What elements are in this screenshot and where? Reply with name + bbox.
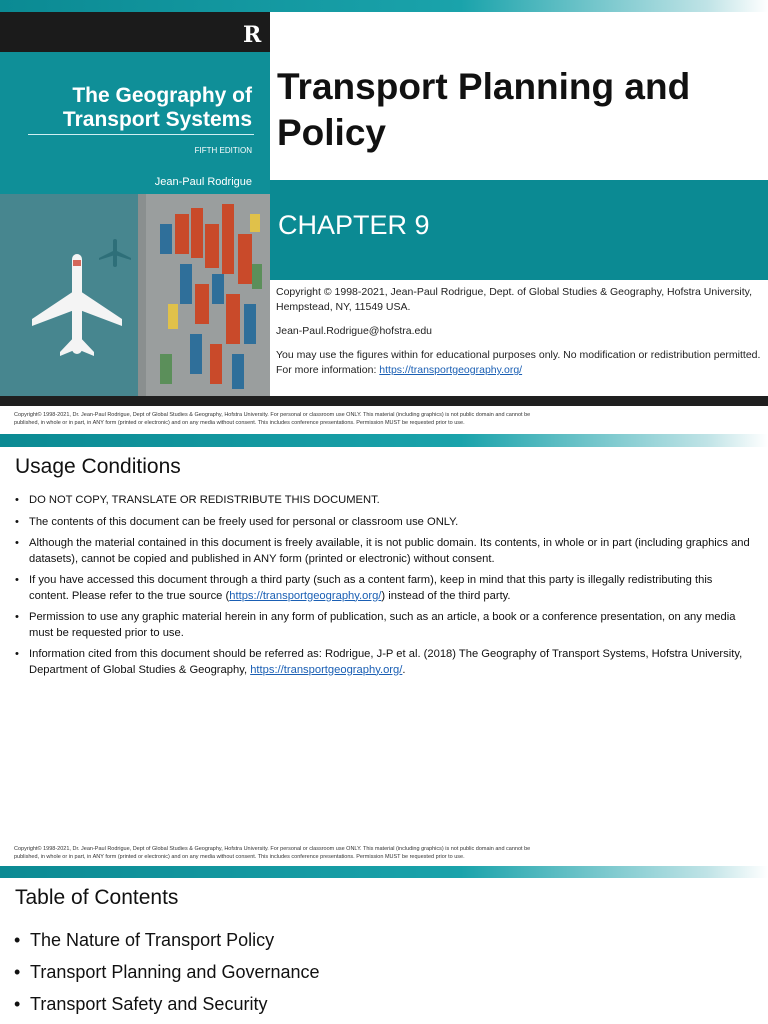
list-item: • DO NOT COPY, TRANSLATE OR REDISTRIBUTE THIS DOCUMENT. bbox=[14, 493, 754, 509]
citation-link[interactable]: https://transportgeography.org/ bbox=[250, 663, 403, 676]
book-title-rule bbox=[28, 134, 254, 135]
list-item: • If you have accessed this document through a third party (such as a content farm), keep in mind that this party is illegally redistributing this content. Please refer to the true source (https://transportgeography.org/) instead of the third party. bbox=[14, 573, 754, 604]
slide1-bottom-bar bbox=[0, 396, 768, 406]
book-cover bbox=[0, 12, 270, 396]
author-email: Jean-Paul.Rodrigue@hofstra.edu bbox=[276, 325, 433, 337]
top-gradient-band bbox=[0, 0, 768, 12]
usage-list bbox=[14, 493, 754, 684]
publisher-logo: R bbox=[243, 22, 262, 48]
list-item: • Although the material contained in this document is freely available, it is not public domain. Its contents, in whole or in part (including graphics and datasets), cannot be copied and published in ANY form (printed or electronic) without consent. bbox=[14, 536, 754, 567]
footer-note-2: Copyright© 1998-2021, Dr. Jean-Paul Rodrigue, Dept of Global Studies & Geography, Hofstra University. For personal or classroom use ONLY. This material (including graphics) is not public domain and cannot be published, in whole or in part, in ANY form (printed or electronic) and on any media without consent. This includes conference presentations. Permission MUST be requested prior to use. bbox=[14, 846, 531, 860]
toc-heading: Table of Contents bbox=[15, 886, 179, 909]
more-info-link[interactable]: https://transportgeography.org/ bbox=[379, 364, 523, 376]
book-edition: FIFTH EDITION bbox=[194, 146, 252, 155]
list-item: • Information cited from this document should be referred as: Rodrigue, J-P et al. (2018) The Geography of Transport Systems, Hofstra University, Department of Global Studies & Geography, https://transportgeography.org/. bbox=[14, 647, 754, 678]
more-info-prefix: For more information: bbox=[276, 364, 380, 376]
slide-title: Transport Planning and Policy bbox=[277, 66, 691, 153]
copyright-block bbox=[276, 285, 762, 378]
chapter-label: CHAPTER 9 bbox=[278, 210, 430, 240]
list-item: • The contents of this document can be freely used for personal or classroom use ONLY. bbox=[14, 515, 754, 531]
book-author: Jean-Paul Rodrigue bbox=[154, 176, 252, 188]
book-title: The Geography of Transport Systems bbox=[62, 84, 252, 131]
cover-photo bbox=[0, 194, 270, 396]
toc-item[interactable]: • Transport Safety and Security bbox=[14, 988, 320, 1020]
port-aerial-image bbox=[0, 194, 270, 396]
footer-note: Copyright© 1998-2021, Dr. Jean-Paul Rodrigue, Dept of Global Studies & Geography, Hofstra University. For personal or classroom use ONLY. This material (including graphics) is not public domain and cannot be published, in whole or in part, in ANY form (printed or electronic) and on any media without consent. This includes conference presentations. Permission MUST be requested prior to use. bbox=[14, 412, 531, 426]
slide2-top-band bbox=[0, 434, 768, 447]
copyright-text: Copyright © 1998-2021, Jean-Paul Rodrigue, Dept. of Global Studies & Geography, Hofstra University, Hempstead, NY, 11549 USA. bbox=[276, 286, 753, 313]
slide3-top-band bbox=[0, 866, 768, 878]
toc-item[interactable]: • The Nature of Transport Policy bbox=[14, 924, 320, 956]
toc-list bbox=[14, 924, 320, 1020]
source-link[interactable]: https://transportgeography.org/ bbox=[229, 589, 382, 602]
list-item: • Permission to use any graphic material herein in any form of publication, such as an article, a book or a conference presentation, on any media must be requested prior to use. bbox=[14, 610, 754, 641]
toc-item[interactable]: • Transport Planning and Governance bbox=[14, 956, 320, 988]
usage-notice bbox=[276, 348, 762, 378]
usage-text: You may use the figures within for educational purposes only. No modification or redistribution permitted. bbox=[276, 349, 761, 361]
cover-top-strip bbox=[0, 12, 270, 52]
usage-heading: Usage Conditions bbox=[15, 455, 181, 478]
